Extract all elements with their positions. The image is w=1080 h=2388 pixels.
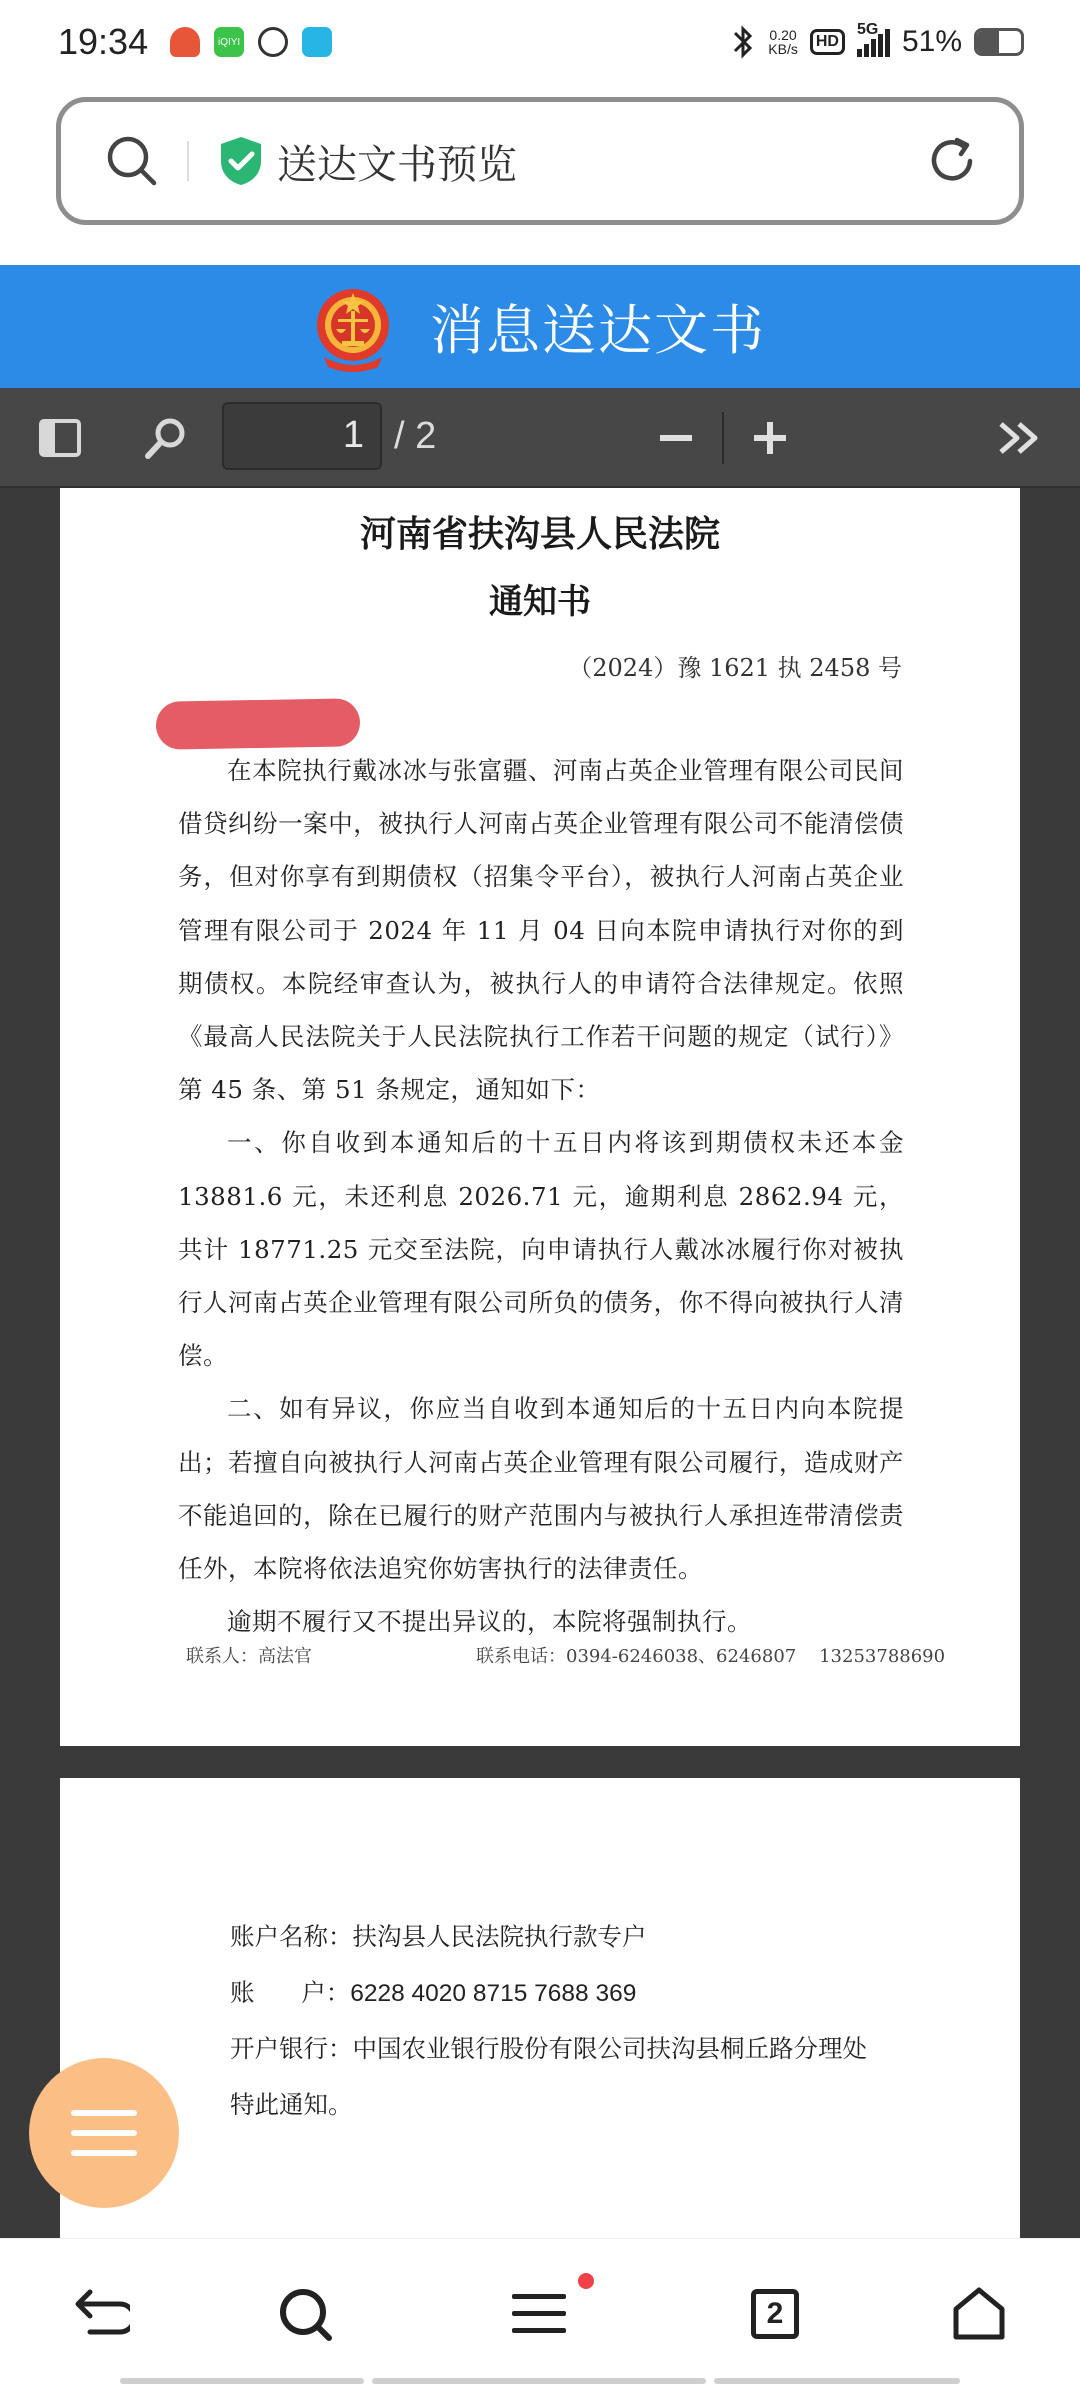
gesture-bar-right [714, 2378, 960, 2384]
header-title: 消息送达文书 [430, 299, 766, 362]
page-total: / 2 [394, 415, 437, 457]
back-icon [72, 2288, 130, 2340]
pdf-toolbar [0, 388, 1080, 488]
address-bar[interactable] [56, 97, 1024, 225]
toy-app-icon [170, 27, 200, 57]
bluetooth-icon [730, 24, 756, 60]
tabs-count: 2 [751, 2289, 799, 2339]
redaction-mark [156, 698, 361, 750]
paragraph-closing: 逾期不履行又不提出异议的，本院将强制执行。 [227, 1607, 752, 1637]
menu-line-icon [71, 2110, 137, 2116]
site-header [0, 265, 1080, 388]
gesture-bar-left [120, 2378, 364, 2384]
menu-icon [510, 2289, 568, 2339]
signal-icon [856, 21, 890, 57]
search-nav-button[interactable] [270, 2279, 340, 2349]
paragraph-intro: 在本院执行戴冰冰与张富疆、河南占英企业管理有限公司民间借贷纠纷一案中，被执行人河南占英企业管理有限公司不能清偿债务，但对你享有到期债权（招集令平台），被执行人河南占英企业管理有限公司于 2024 年 11 月 04 日向本院申请执行对你的到期债权。本院经审查认为，被执行人的申请符合法律规定。依照《最高人民法院关于人民法院执行工作若干问题的规定（试行）》第 45 条、第 51 条规定，通知如下： [178, 756, 904, 1105]
home-button[interactable] [944, 2279, 1014, 2349]
pdf-viewer[interactable] [0, 488, 1080, 2238]
page-number-input[interactable]: 1 [222, 402, 382, 470]
tools-button[interactable] [994, 414, 1046, 462]
battery-percent: 51% [901, 25, 962, 58]
plus-icon [752, 420, 788, 456]
closing-text: 特此通知。 [230, 2090, 353, 2119]
status-time: 19:34 [58, 21, 149, 62]
network-type: 5G [856, 21, 879, 38]
search-divider [187, 141, 189, 181]
battery-icon [974, 28, 1024, 56]
network-speed [768, 28, 798, 56]
search-icon[interactable] [105, 134, 159, 188]
pdf-page-1 [60, 488, 1020, 1746]
bottom-nav [0, 2238, 1080, 2388]
document-title: 通知书 [489, 582, 591, 622]
court-name: 河南省扶沟县人民法院 [359, 513, 720, 555]
case-number: （2024）豫 1621 执 2458 号 [568, 654, 902, 682]
tabs-button[interactable] [740, 2279, 810, 2349]
sidebar-toggle-button[interactable] [36, 416, 84, 460]
speed-unit: KB/s [768, 41, 798, 57]
status-bar [0, 0, 1080, 84]
home-icon [950, 2285, 1008, 2343]
notification-dot [578, 2273, 594, 2289]
account-label: 账 户： [230, 1978, 351, 2007]
pdf-page-2 [60, 1778, 1020, 2238]
minus-icon [658, 420, 694, 456]
bank-name: 开户银行：中国农业银行股份有限公司扶沟县桐丘路分理处 [230, 2034, 867, 2063]
account-number: 6228 4020 8715 7688 369 [350, 1980, 637, 2007]
iqiyi-app-icon: iQIYI [214, 27, 244, 57]
zoom-in-button[interactable] [748, 416, 792, 460]
back-button[interactable] [66, 2279, 136, 2349]
search-icon [277, 2286, 333, 2342]
paragraph-item-2: 二、如有异议，你应当自收到本通知后的十五日内向本院提出；若擅自向被执行人河南占英企业管理有限公司履行，造成财产不能追回的，除在已履行的财产范围内与被执行人承担连带清偿责任外，本院将依法追究你妨害执行的法律责任。 [178, 1394, 904, 1584]
status-indicators [730, 21, 1024, 60]
menu-nav-button[interactable] [504, 2279, 574, 2349]
document-body [178, 744, 904, 1648]
contact-person: 联系人：高法官 [186, 1646, 312, 1667]
speed-value: 0.20 [769, 27, 797, 43]
find-icon [142, 416, 188, 462]
account-name: 账户名称：扶沟县人民法院执行款专户 [230, 1922, 647, 1951]
battery-level [977, 31, 999, 53]
find-button[interactable] [140, 414, 190, 464]
shield-check-icon [217, 135, 265, 187]
notification-icons [170, 27, 332, 57]
sidebar-toggle-icon [38, 418, 82, 458]
contact-phone: 联系电话：0394-6246038、6246807 13253788690 [476, 1646, 946, 1667]
zoom-out-button[interactable] [654, 416, 698, 460]
reload-icon[interactable] [925, 134, 979, 188]
page-title: 送达文书预览 [277, 141, 517, 188]
paragraph-item-1: 一、你自收到本通知后的十五日内将该到期债权未还本金 13881.6 元，未还利息 2026.71 元，逾期利息 2862.94 元，共计 18771.25 元交至法院，向申请执行人戴冰冰履行你对被执行人河南占英企业管理有限公司所负的债务，你不得向被执行人清偿。 [178, 1128, 904, 1371]
gesture-bar-middle [372, 2378, 706, 2384]
link-app-icon [258, 27, 288, 57]
account-number-row [230, 1974, 636, 2009]
hd-badge: HD [810, 29, 845, 55]
floating-menu-button[interactable] [29, 2058, 179, 2208]
zoom-divider [722, 412, 724, 464]
court-emblem-icon [314, 281, 392, 373]
double-chevron-right-icon [995, 418, 1045, 458]
video-app-icon [302, 27, 332, 57]
